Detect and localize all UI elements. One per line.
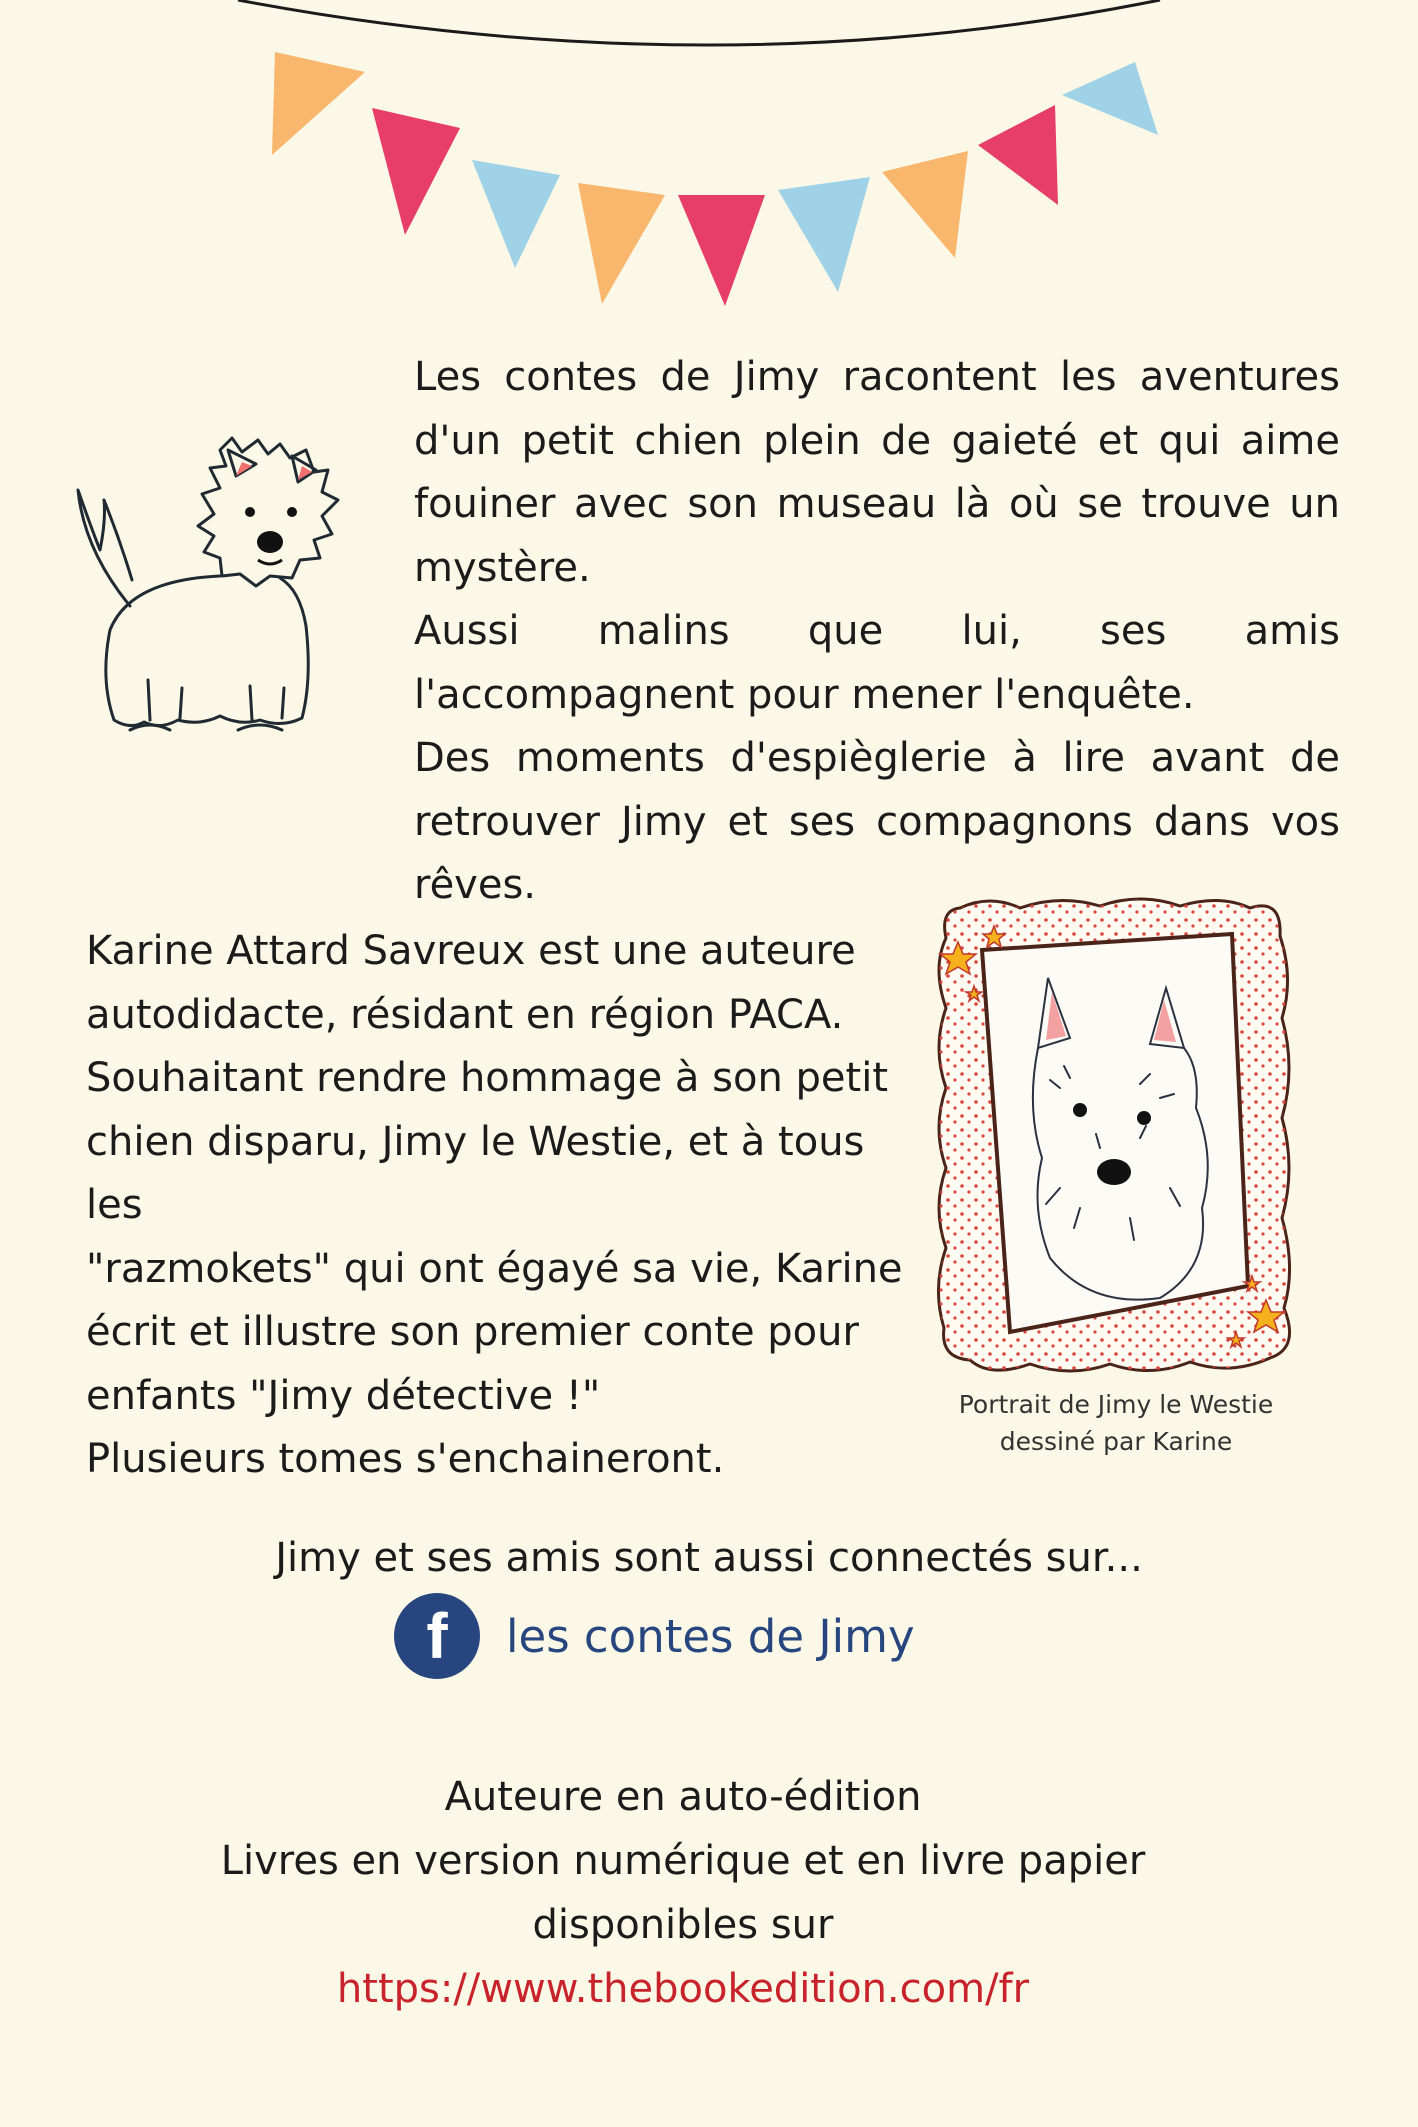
flag-blue [472, 160, 560, 268]
bio-line: écrit et illustre son premier conte pour [86, 1309, 859, 1355]
bio-line: Karine Attard Savreux est une auteure [86, 928, 856, 974]
flag-orange [578, 183, 665, 304]
flag-orange [882, 151, 968, 258]
bio-line: autodidacte, résidant en région PACA. [86, 991, 844, 1038]
intro-text [414, 346, 1340, 918]
flag-orange [272, 52, 365, 155]
intro-paragraph: Aussi malins que lui, ses amis l'accompagnent pour mener l'enquête. [414, 608, 1340, 718]
bio-line: enfants "Jimy détective !" [86, 1372, 601, 1419]
caption-line: dessiné par Karine [999, 1427, 1233, 1456]
social-intro: Jimy et ses amis sont aussi connectés sur... [275, 1535, 1143, 1581]
footer-line: Auteure en auto-édition [444, 1774, 922, 1820]
flag-blue [778, 177, 870, 292]
footer-line: Livres en version numérique et en livre papier [220, 1838, 1146, 1884]
portrait-caption [930, 1386, 1302, 1460]
footer-line: disponibles sur [532, 1902, 834, 1948]
facebook-page-link[interactable]: les contes de Jimy [506, 1609, 915, 1663]
bio-line: Plusieurs tomes s'enchaineront. [86, 1436, 725, 1482]
flag-pink [678, 195, 765, 306]
flag-blue [1062, 62, 1158, 135]
portrait-frame-illustration [930, 888, 1302, 1386]
intro-paragraph: Les contes de Jimy racontent les aventures d'un petit chien plein de gaieté et qui aime fouiner avec son museau là où se trouve un mystère. [414, 354, 1340, 591]
facebook-icon[interactable]: f [394, 1593, 480, 1679]
flag-pink [978, 105, 1058, 205]
bookedition-link[interactable]: https://www.thebookedition.com/fr [336, 1966, 1030, 2012]
bio-line: Souhaitant rendre hommage à son petit [86, 1055, 889, 1101]
footer [0, 1765, 1366, 2021]
flag-pink [372, 108, 460, 235]
caption-line: Portrait de Jimy le Westie [958, 1390, 1274, 1419]
bio-line: chien disparu, Jimy le Westie, et à tous les [86, 1118, 865, 1228]
intro-paragraph: Des moments d'espièglerie à lire avant de retrouver Jimy et ses compagnons dans vos rêves. [414, 735, 1340, 908]
westie-dog-illustration [70, 430, 360, 750]
facebook-link-row[interactable] [394, 1591, 915, 1681]
author-bio [86, 920, 916, 1492]
bunting-garland [0, 0, 1418, 320]
bio-line: "razmokets" qui ont égayé sa vie, Karine [86, 1245, 903, 1292]
